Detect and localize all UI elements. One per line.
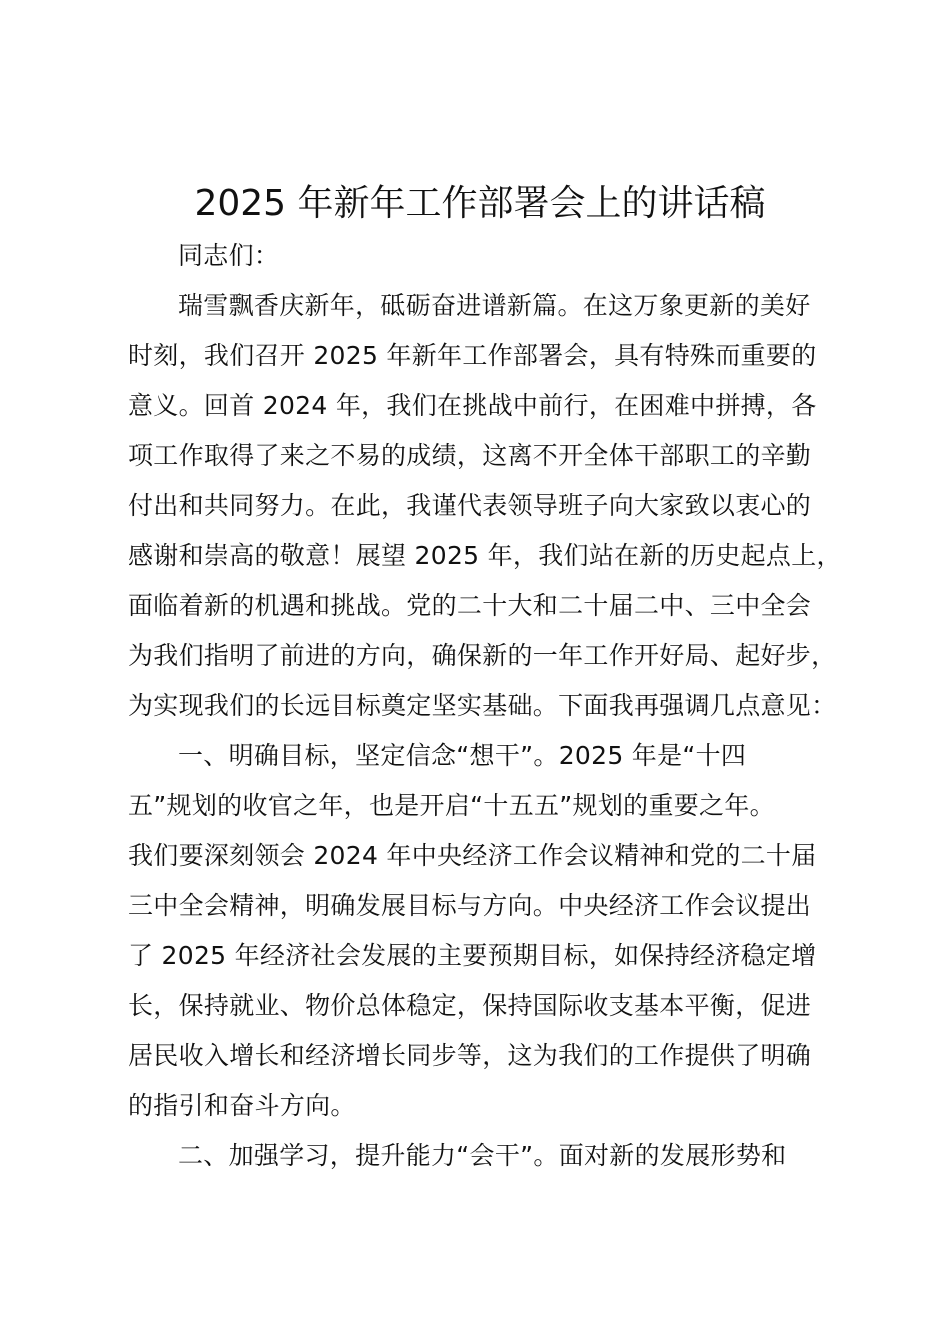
paragraph-1-line-2: 时刻，我们召开 2025 年新年工作部署会，具有特殊而重要的 (128, 341, 817, 370)
paragraph-2-line-6: 长，保持就业、物价总体稳定，保持国际收支基本平衡，促进 (128, 991, 812, 1020)
paragraph-1-line-7: 面临着新的机遇和挑战。党的二十大和二十届二中、三中全会 (128, 591, 812, 620)
paragraph-1-line-6: 感谢和崇高的敬意！展望 2025 年，我们站在新的历史起点上， (128, 541, 842, 570)
paragraph-1-line-9: 为实现我们的长远目标奠定坚实基础。下面我再强调几点意见： (128, 691, 837, 720)
paragraph-2-line-5: 了 2025 年经济社会发展的主要预期目标，如保持经济稳定增 (128, 941, 817, 970)
salutation: 同志们： (178, 241, 280, 270)
paragraph-3-line-1: 二、加强学习，提升能力“会干”。面对新的发展形势和 (178, 1141, 787, 1170)
paragraph-2-line-4: 三中全会精神，明确发展目标与方向。中央经济工作会议提出 (128, 891, 812, 920)
paragraph-1-line-1: 瑞雪飘香庆新年，砥砺奋进谱新篇。在这万象更新的美好 (178, 291, 811, 320)
paragraph-2-line-7: 居民收入增长和经济增长同步等，这为我们的工作提供了明确 (128, 1041, 812, 1070)
paragraph-2-line-2: 五”规划的收官之年，也是开启“十五五”规划的重要之年。 (128, 791, 775, 820)
paragraph-2-line-8: 的指引和奋斗方向。 (128, 1091, 356, 1120)
paragraph-2-line-1: 一、明确目标，坚定信念“想干”。2025 年是“十四 (178, 741, 747, 770)
document-title: 2025 年新年工作部署会上的讲话稿 (194, 183, 766, 224)
paragraph-2-line-3: 我们要深刻领会 2024 年中央经济工作会议精神和党的二十届 (128, 841, 817, 870)
paragraph-1-line-5: 付出和共同努力。在此，我谨代表领导班子向大家致以衷心的 (128, 491, 812, 520)
paragraph-1-line-3: 意义。回首 2024 年，我们在挑战中前行，在困难中拼搏，各 (128, 391, 817, 420)
paragraph-1-line-4: 项工作取得了来之不易的成绩，这离不开全体干部职工的辛勤 (128, 441, 812, 470)
paragraph-1-line-8: 为我们指明了前进的方向，确保新的一年工作开好局、起好步， (128, 641, 837, 670)
